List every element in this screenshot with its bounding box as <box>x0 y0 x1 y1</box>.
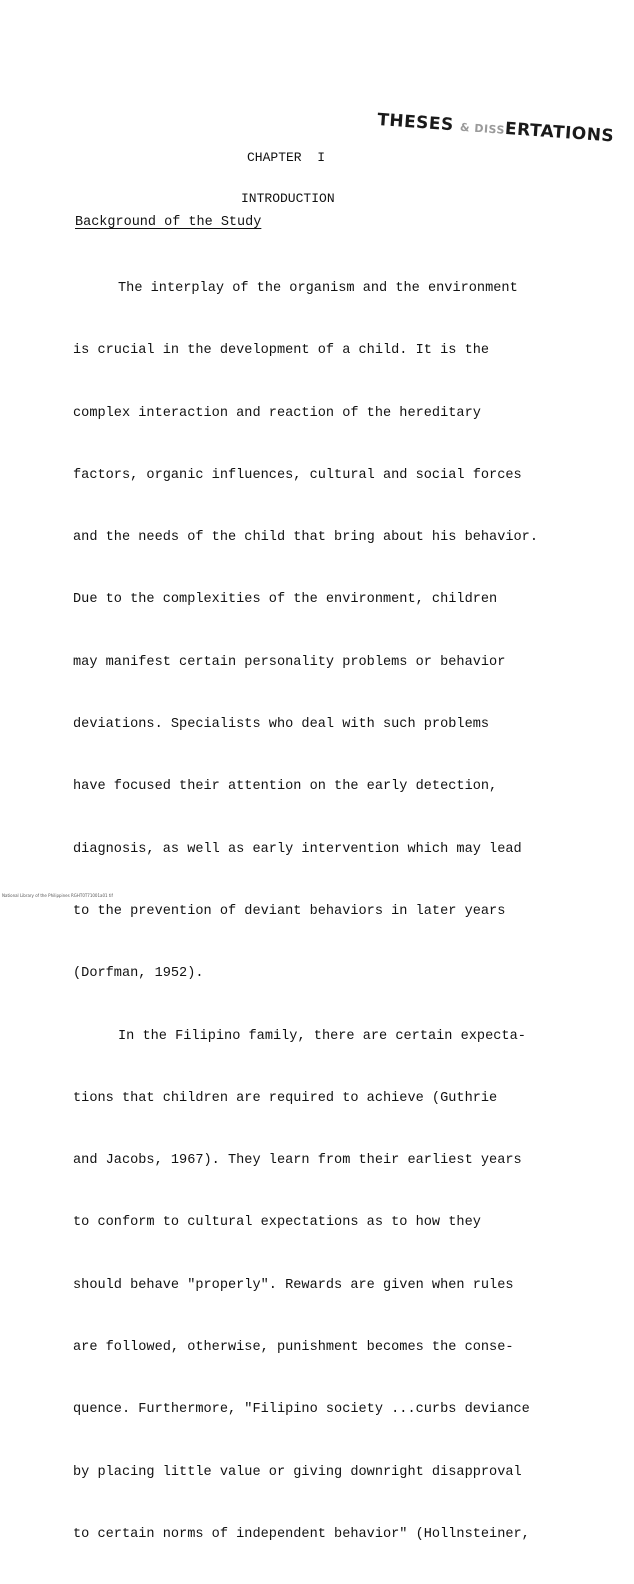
paragraph-line: and Jacobs, 1967). They learn from their earliest years <box>73 1153 522 1169</box>
paragraph-line: (Dorfman, 1952). <box>73 966 204 982</box>
paragraph-line: factors, organic influences, cultural and social forces <box>73 467 522 483</box>
paragraph-line: by placing little value or giving downright disapproval <box>73 1464 522 1480</box>
theses-dissertations-stamp <box>377 110 615 147</box>
paragraph-line: have focused their attention on the early detection, <box>73 779 498 795</box>
paragraph-line: is crucial in the development of a child. It is the <box>73 343 490 359</box>
stamp-text-part1: THESES <box>376 110 455 136</box>
paragraph-line: to conform to cultural expectations as to how they <box>73 1215 481 1231</box>
paragraph-line: to certain norms of independent behavior" (Hollnsteiner, <box>73 1526 530 1542</box>
stamp-text-part2: & DISS <box>459 120 506 137</box>
paragraph-line: may manifest certain personality problems or behavior <box>73 654 506 670</box>
paragraph-line: deviations. Specialists who deal with such problems <box>73 717 490 733</box>
paragraph-line: complex interaction and reaction of the hereditary <box>73 405 481 421</box>
paragraph-line: and the needs of the child that bring about his behavior. <box>73 530 538 546</box>
paragraph-line: to the prevention of deviant behaviors in later years <box>73 903 506 919</box>
chapter-heading: CHAPTER I <box>247 150 326 165</box>
scan-footer-label: National Library of the Philippines RGHT0T71001a01 tif <box>2 893 113 898</box>
paragraph-line: should behave "properly". Rewards are given when rules <box>73 1277 514 1293</box>
paragraph-line: The interplay of the organism and the environment <box>118 281 518 296</box>
section-heading: Background of the Study <box>75 215 262 230</box>
stamp-text-part3: ERTATIONS <box>504 118 615 147</box>
paragraph-line: diagnosis, as well as early intervention which may lead <box>73 841 522 857</box>
paragraph-line: Due to the complexities of the environment, children <box>73 592 498 608</box>
paragraph-line: quence. Furthermore, "Filipino society ...curbs deviance <box>73 1402 530 1418</box>
body-text <box>73 240 613 1584</box>
paragraph-line: tions that children are required to achieve (Guthrie <box>73 1090 498 1106</box>
paragraph-line: In the Filipino family, there are certain expecta- <box>118 1028 526 1044</box>
chapter-title: INTRODUCTION <box>241 191 335 206</box>
paragraph-line: are followed, otherwise, punishment becomes the conse- <box>73 1340 514 1356</box>
